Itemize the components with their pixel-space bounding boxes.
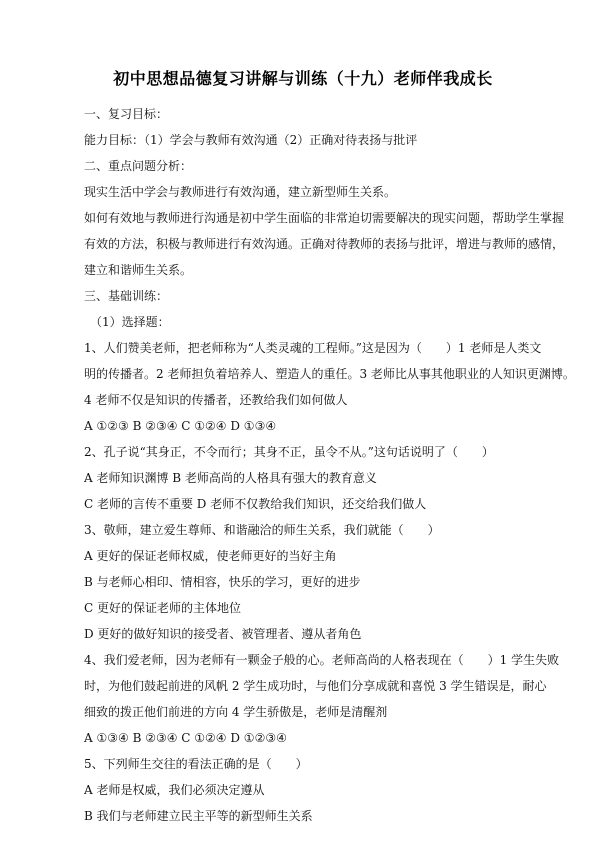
question-line: 2、孔子说“其身正，不令而行；其身不正，虽令不从。”这句话说明了（ ）	[84, 445, 494, 459]
subsection-heading: （1）选择题：	[90, 315, 170, 329]
section-heading: 三、基础训练：	[84, 289, 169, 303]
document-body	[84, 101, 575, 829]
question-line: 细致的拨正他们前进的方向 4 学生骄傲是，老师是清醒剂	[84, 705, 388, 719]
question-line: 时，为他们鼓起前进的风帆 2 学生成功时，与他们分享成就和喜悦 3 学生错误是，耐心	[84, 679, 547, 693]
question-line: 3、敬师，建立爱生尊师、和谐融洽的师生关系，我们就能（ ）	[84, 523, 440, 537]
answer-option: A 老师是权威，我们必须决定遵从	[84, 783, 265, 797]
answer-option: B 我们与老师建立民主平等的新型师生关系	[84, 809, 313, 823]
answer-option: C 更好的保证老师的主体地位	[84, 601, 241, 615]
answer-option: A 老师知识渊博 B 老师高尚的人格具有强大的教育意义	[84, 471, 377, 485]
answer-options: A ①③④ B ②③④ C ①②④ D ①②③④	[84, 731, 287, 745]
section-heading: 二、重点问题分析：	[84, 159, 193, 173]
text-line: 现实生活中学会与教师进行有效沟通，建立新型师生关系。	[84, 185, 397, 199]
question-line: 4、我们爱老师，因为老师有一颗金子般的心。老师高尚的人格表现在（ ）1 学生失败	[84, 653, 560, 667]
question-line: 4 老师不仅是知识的传播者，还教给我们如何做人	[84, 393, 348, 407]
answer-option: B 与老师心相印、情相容，快乐的学习，更好的进步	[84, 575, 361, 589]
answer-option: C 老师的言传不重要 D 老师不仅教给我们知识，还交给我们做人	[84, 497, 427, 511]
section-heading: 一、复习目标：	[84, 107, 169, 121]
answer-option: A 更好的保证老师权威，使老师更好的当好主角	[84, 549, 337, 563]
document-title: 初中思想品德复习讲解与训练（十九）老师伴我成长	[113, 69, 493, 88]
text-line: 有效的方法，积极与教师进行有效沟通。正确对待教师的表扬与批评，增进与教师的感情，	[84, 237, 565, 251]
question-line: 明的传播者。2 老师担负着培养人、塑造人的重任。3 老师比从事其他职业的人知识更渊博。	[84, 367, 575, 381]
answer-option: D 更好的做好知识的接受者、被管理者、遵从者角色	[84, 627, 362, 641]
text-line: 建立和谐师生关系。	[84, 263, 193, 277]
question-line: 1、人们赞美老师，把老师称为“人类灵魂的工程师。”这是因为（ ）1 老师是人类文	[84, 341, 542, 355]
answer-options: A ①②③ B ②③④ C ①②④ D ①③④	[84, 419, 277, 433]
text-line: 能力目标：（1）学会与教师有效沟通（2）正确对待表扬与批评	[84, 133, 418, 147]
question-line: 5、下列师生交往的看法正确的是（ ）	[84, 757, 308, 771]
text-line: 如何有效地与教师进行沟通是初中学生面临的非常迫切需要解决的现实问题，帮助学生掌握	[84, 211, 565, 225]
